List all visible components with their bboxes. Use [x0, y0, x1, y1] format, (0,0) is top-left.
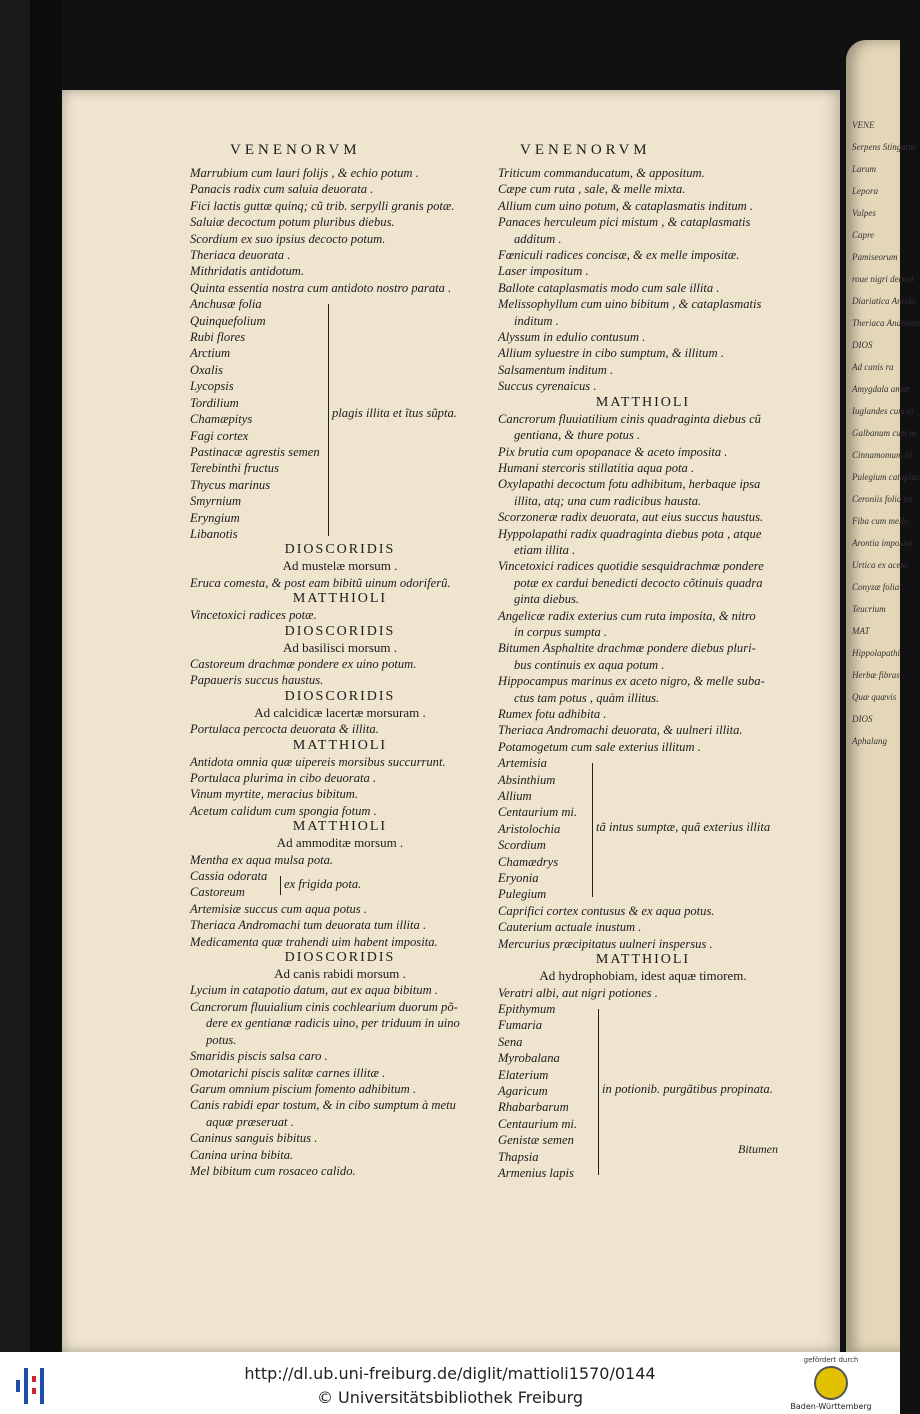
facing-page-text: Galbanum cum m — [852, 428, 916, 438]
section-heading: DIOSCORIDIS — [284, 950, 396, 966]
text-line: additum . — [514, 231, 562, 246]
facing-page-text: Pulegium cataplas — [852, 472, 920, 482]
text-line: Vinum myrtite, meracius bibitum. — [190, 787, 359, 802]
bracket-item: Quinquefolium — [190, 313, 266, 328]
funded-by-label: gefördert durch — [803, 1356, 859, 1364]
text-line: Mercurius præcipitatus uulneri inspersus . — [498, 936, 713, 951]
section-subheading: Ad hydrophobiam, idest aquæ timorem. — [539, 968, 747, 984]
bracket-note: in potionib. purgãtibus propinata. — [602, 1082, 773, 1097]
funder-block — [786, 1356, 876, 1411]
brace-icon — [322, 304, 329, 536]
text-line: Veratri albi, aut nigri potiones . — [498, 985, 658, 1000]
section-heading: DIOSCORIDIS — [284, 542, 396, 558]
facing-page-text: Pamiseorum — [852, 252, 898, 262]
text-line: Potamogetum cum sale exterius illitum . — [498, 739, 701, 754]
facing-page-text: MAT — [852, 626, 870, 636]
text-line: Fœniculi radices concisæ, & ex melle impositæ. — [498, 248, 740, 263]
text-line: Succus cyrenaicus . — [498, 379, 597, 394]
bracket-group — [498, 755, 788, 903]
facing-page-text: DIOS — [852, 340, 873, 350]
facing-page-text: Hippolapathi — [852, 648, 901, 658]
text-line: ctus tam potus , quàm illitus. — [514, 690, 660, 705]
text-line: Omotarichi piscis salitæ carnes illitæ . — [190, 1065, 386, 1080]
funder-crest-icon — [814, 1366, 848, 1400]
text-line: Humani stercoris stillatitia aqua pota . — [498, 460, 695, 475]
bracket-item: Armenius lapis — [498, 1165, 574, 1180]
bracket-item: Allium — [498, 789, 532, 804]
facing-page-text: Fiba cum melle, — [852, 516, 911, 526]
right-running-header: VENENORVM — [520, 142, 651, 158]
bracket-item: Epithymum — [498, 1001, 556, 1016]
text-line: Theriaca Andromachi deuorata, & uulneri illita. — [498, 723, 743, 738]
bracket-item: Scordium — [498, 838, 546, 853]
facing-page-text: Herbæ fibras — [852, 670, 900, 680]
text-line: in corpus sumpta . — [514, 624, 608, 639]
bracket-item: Chamæpitys — [190, 412, 253, 427]
text-line: Mithridatis antidotum. — [190, 264, 305, 279]
text-line: Portulaca percocta deuorata & illita. — [190, 722, 379, 737]
section-subheading: Ad calcidicæ lacertæ morsuram . — [254, 704, 426, 720]
text-line: Oxylapathi decoctum fotu adhibitum, herbaque ipsa — [498, 477, 761, 492]
facing-page-text: Larum — [852, 164, 877, 174]
right-text-column — [498, 165, 788, 1181]
bracket-item: Cassia odorata — [190, 869, 268, 884]
bracket-item: Centaurium mi. — [498, 1116, 578, 1131]
facing-page-text: Urtica ex aceto — [852, 560, 908, 570]
facing-page-text: VENE — [852, 120, 875, 130]
bracket-group — [190, 296, 490, 542]
text-line: Cancrorum fluuiatilium cinis quadraginta diebus cũ — [498, 411, 761, 426]
facing-page-text: Lepora — [852, 186, 879, 196]
section-heading: DIOSCORIDIS — [284, 688, 396, 704]
text-line: Theriaca deuorata . — [190, 248, 291, 263]
left-running-header: VENENORVM — [230, 142, 361, 158]
text-line: Eruca comesta, & post eam bibitũ uinum odoriferũ. — [190, 575, 451, 590]
bracket-item: Eryonia — [498, 871, 539, 886]
bracket-item: Genistæ semen — [498, 1133, 574, 1148]
text-line: Angelicæ radix exterius cum ruta imposita, & nitro — [498, 608, 756, 623]
facing-page-text: DIOS — [852, 714, 873, 724]
section-heading: DIOSCORIDIS — [284, 623, 396, 639]
text-line: Fici lactis guttæ quinq; cũ trib. serpylli granis potæ. — [190, 198, 455, 213]
text-line: Saluiæ decoctum potum pluribus diebus. — [190, 215, 395, 230]
facing-page-text: Aphalang — [852, 736, 887, 746]
bracket-item: Lycopsis — [190, 379, 234, 394]
text-line: Pix brutia cum opopanace & aceto imposita . — [498, 444, 728, 459]
text-line: Hippocampus marinus ex aceto nigro, & melle suba- — [498, 674, 765, 689]
bracket-note: plagis illita et ĩtus sũpta. — [332, 406, 457, 421]
facing-page-text: Theriaca Androma — [852, 318, 920, 328]
bracket-item: Rubi flores — [190, 330, 246, 345]
text-line: Quinta essentia nostra cum antidoto nostro parata . — [190, 280, 452, 295]
text-line: Alyssum in edulio contusum . — [498, 330, 646, 345]
text-line: Rumex fotu adhibita . — [498, 707, 607, 721]
section-heading: MATTHIOLI — [292, 819, 388, 835]
text-line: Caninus sanguis bibitus . — [190, 1131, 318, 1146]
facing-page-text: Iuglandes cum ci — [852, 406, 914, 416]
text-line: bus continuis ex aqua potum . — [514, 657, 665, 672]
bracket-item: Elaterium — [498, 1067, 549, 1082]
section-heading: MATTHIOLI — [292, 737, 388, 753]
facing-page-text: Ad canis ra — [852, 362, 894, 372]
facing-page-text: Amygdala amar — [852, 384, 910, 394]
brace-icon — [586, 763, 593, 897]
text-line: Scordium ex suo ipsius decocto potum. — [190, 231, 386, 246]
text-line: Bitumen Asphaltite drachmæ pondere diebus pluri- — [498, 641, 756, 656]
text-line: Mentha ex aqua mulsa pota. — [190, 852, 334, 867]
text-line: Allium cum uino potum, & cataplasmatis inditum . — [498, 198, 754, 213]
facing-page-text: Serpens Stingatur — [852, 142, 917, 152]
section-heading: MATTHIOLI — [595, 952, 691, 968]
bracket-item: Sena — [498, 1034, 523, 1049]
facing-page-text: Diariatica Antido — [852, 296, 916, 306]
bracket-note: ex frigida pota. — [284, 877, 362, 892]
text-line: Panaces herculeum pici mistum , & cataplasmatis — [498, 215, 751, 230]
facing-page-text: Cinnamomum iii — [852, 450, 913, 460]
bracket-item: Castoreum — [190, 885, 245, 900]
bracket-item: Anchusæ folia — [190, 297, 262, 312]
bracket-item: Agaricum — [498, 1083, 548, 1098]
text-line: Scorzoneræ radix deuorata, aut eius succus haustus. — [498, 510, 764, 525]
text-line: etiam illita . — [514, 542, 576, 557]
facing-page-text: Arontia imposita. — [852, 538, 915, 548]
facing-page-text: Teucrium — [852, 604, 886, 614]
text-line: Cancrorum fluuialium cinis cochlearium duorum põ- — [190, 999, 458, 1014]
facing-page-text: Capre — [852, 230, 875, 240]
text-line: Canis rabidi epar tostum, & in cibo sumptum à metu — [190, 1098, 456, 1113]
text-line: Salsamentum inditum . — [498, 362, 614, 377]
text-line: Cauterium actuale inustum . — [498, 920, 642, 935]
bracket-item: Rhabarbarum — [498, 1100, 569, 1115]
bracket-item: Fagi cortex — [190, 428, 249, 443]
brace-icon — [274, 876, 281, 895]
text-line: Laser impositum . — [498, 264, 589, 279]
text-line: dere ex gentianæ radicis uino, per triduum in uino — [206, 1016, 460, 1031]
funder-name: Baden-Württemberg — [790, 1402, 872, 1411]
bracket-item: Terebinthi fructus — [190, 461, 279, 476]
facing-page-text: Ceroniis folia im — [852, 494, 913, 504]
bracket-item: Fumaria — [498, 1018, 543, 1033]
bracket-item: Chamædrys — [498, 854, 559, 869]
text-line: aquæ præseruat . — [206, 1114, 294, 1129]
section-subheading: Ad mustelæ morsum . — [282, 558, 398, 574]
text-line: Theriaca Andromachi tum deuorata tum illita . — [190, 918, 427, 933]
text-line: Allium syluestre in cibo sumptum, & illitum . — [498, 346, 724, 361]
section-subheading: Ad canis rabidi morsum . — [274, 966, 406, 982]
section-subheading: Ad basilisci morsum . — [282, 639, 398, 655]
facing-page-text: Vulpes — [852, 208, 876, 218]
bracket-item: Libanotis — [190, 526, 238, 541]
text-line: gentiana, & thure potus . — [514, 428, 641, 443]
text-line: potæ ex cardui benedicti decocto cõtinuis quadra — [514, 575, 763, 590]
facing-page-text: Quæ quævis — [852, 692, 897, 702]
bracket-item: Absinthium — [498, 772, 556, 787]
bracket-item: Artemisia — [498, 756, 547, 771]
brace-icon — [592, 1009, 599, 1175]
text-line: Smaridis piscis salsa caro . — [190, 1049, 328, 1064]
section-heading: MATTHIOLI — [292, 591, 388, 607]
text-line: illita, atq; una cum radicibus hausta. — [514, 493, 702, 508]
text-line: Vincetoxici radices potæ. — [190, 608, 317, 623]
section-subheading: Ad ammoditæ morsum . — [276, 835, 404, 851]
text-line: Vincetoxici radices quotidie sesquidrachmæ pondere — [498, 559, 764, 574]
text-line: Antidota omnia quæ uipereis morsibus succurrunt. — [190, 754, 446, 769]
facing-page — [846, 40, 920, 1352]
text-line: Melissophyllum cum uino bibitum , & cataplasmatis — [498, 297, 762, 312]
text-line: Canina urina bibita. — [190, 1147, 294, 1162]
bracket-item: Aristolochia — [498, 821, 561, 836]
text-line: Castoreum drachmæ pondere ex uino potum. — [190, 656, 417, 671]
copyright-text: © Universitätsbibliothek Freiburg — [316, 1388, 584, 1407]
bracket-item: Oxalis — [190, 362, 223, 377]
catchword: Bitumen — [738, 1142, 778, 1156]
book-spine — [30, 0, 62, 1352]
bracket-group — [190, 868, 490, 901]
bracket-item: Pulegium — [498, 887, 547, 902]
bracket-item: Smyrnium — [190, 494, 242, 509]
section-heading: MATTHIOLI — [595, 394, 691, 410]
text-line: Cæpe cum ruta , sale, & melle mixta. — [498, 182, 686, 197]
text-line: Caprifici cortex contusus & ex aqua potus. — [498, 903, 715, 918]
bracket-item: Eryngium — [190, 510, 240, 525]
text-line: Lycium in catapotio datum, aut ex aqua bibitum . — [190, 983, 438, 998]
text-line: Hyppolapathi radix quadraginta diebus pota , atque — [498, 526, 762, 541]
facing-page-text: roue nigri decoct — [852, 274, 914, 284]
text-line: Ballote cataplasmatis modo cum sale illita . — [498, 280, 720, 295]
text-line: Triticum commanducatum, & appositum. — [498, 166, 705, 180]
left-text-column — [190, 165, 490, 1179]
bracket-note: tã intus sumptæ, quã exterius illita — [596, 820, 771, 835]
permalink-url[interactable]: http://dl.ub.uni-freiburg.de/diglit/mattioli1570/0144 — [244, 1364, 656, 1383]
text-line: Acetum calidum cum spongia fotum . — [190, 803, 377, 818]
bracket-item: Centaurium mi. — [498, 805, 578, 820]
text-line: Marrubium cum lauri folijs , & echio potum . — [190, 166, 419, 180]
text-line: Garum omnium piscium fomento adhibitum . — [190, 1081, 416, 1096]
footer-bar — [0, 1352, 900, 1414]
text-line: Panacis radix cum saluia deuorata . — [190, 182, 374, 197]
text-line: ginta diebus. — [514, 592, 580, 607]
text-line: Medicamenta quæ trahendi uim habent imposita. — [190, 934, 438, 949]
bracket-item: Myrobalana — [498, 1051, 560, 1066]
bracket-item: Pastinacæ agrestis semen — [190, 444, 320, 459]
text-line: Portulaca plurima in cibo deuorata . — [190, 771, 377, 785]
bracket-item: Thycus marinus — [190, 477, 271, 492]
text-line: Artemisiæ succus cum aqua potus . — [190, 901, 368, 916]
facing-page-text: Conyzæ folia — [852, 582, 900, 592]
text-line: inditum . — [514, 313, 559, 328]
bracket-item: Thapsia — [498, 1149, 539, 1164]
bracket-item: Tordilium — [190, 395, 239, 410]
text-line: Papaueris succus haustus. — [190, 673, 324, 688]
text-line: Mel bibitum cum rosaceo calido. — [190, 1163, 356, 1178]
bracket-item: Arctium — [190, 346, 231, 361]
text-line: potus. — [206, 1032, 237, 1047]
